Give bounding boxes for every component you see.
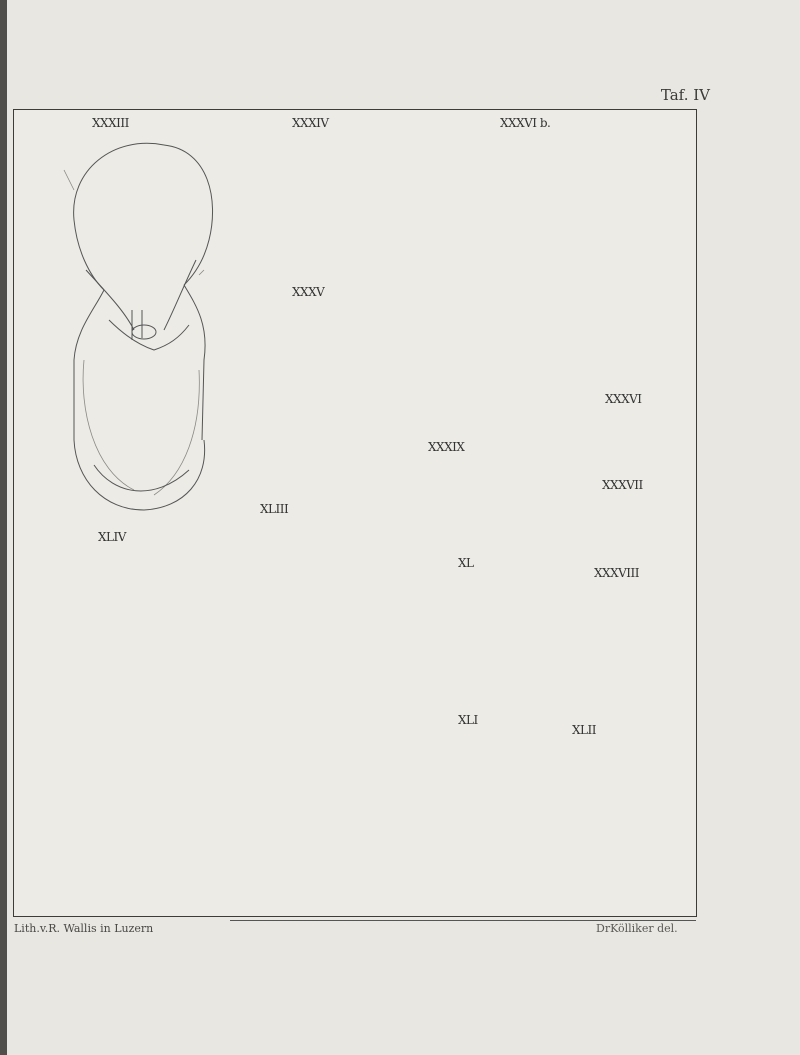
figure-xxxiii-drawing [64, 143, 213, 510]
figure-label-xxxvi-b: XXXVI b. [500, 116, 551, 130]
plate-title: Taf. IV [660, 86, 710, 104]
figure-label-xxxiv: XXXIV [292, 116, 329, 130]
figure-label-xxxix: XXXIX [428, 440, 465, 454]
artist-credit: DrKölliker del. [596, 922, 678, 935]
figure-label-xxxvii: XXXVII [602, 478, 643, 492]
figure-label-xxxviii: XXXVIII [594, 566, 640, 580]
figure-label-xliv: XLIV [98, 530, 126, 544]
figure-label-xxxiii: XXXIII [92, 116, 129, 130]
credit-rule [230, 920, 696, 921]
plate-frame [13, 109, 697, 917]
lithographer-credit: Lith.v.R. Wallis in Luzern [14, 922, 154, 935]
figure-label-xli: XLI [458, 713, 478, 727]
figure-label-xxxv: XXXV [292, 285, 325, 299]
plate-drawing [14, 110, 696, 916]
binding-edge [0, 0, 7, 1055]
figure-label-xxxvi: XXXVI [605, 392, 642, 406]
figure-label-xlii: XLII [572, 723, 596, 737]
figure-label-xl: XL [458, 556, 474, 570]
figure-label-xliii: XLIII [260, 502, 289, 516]
